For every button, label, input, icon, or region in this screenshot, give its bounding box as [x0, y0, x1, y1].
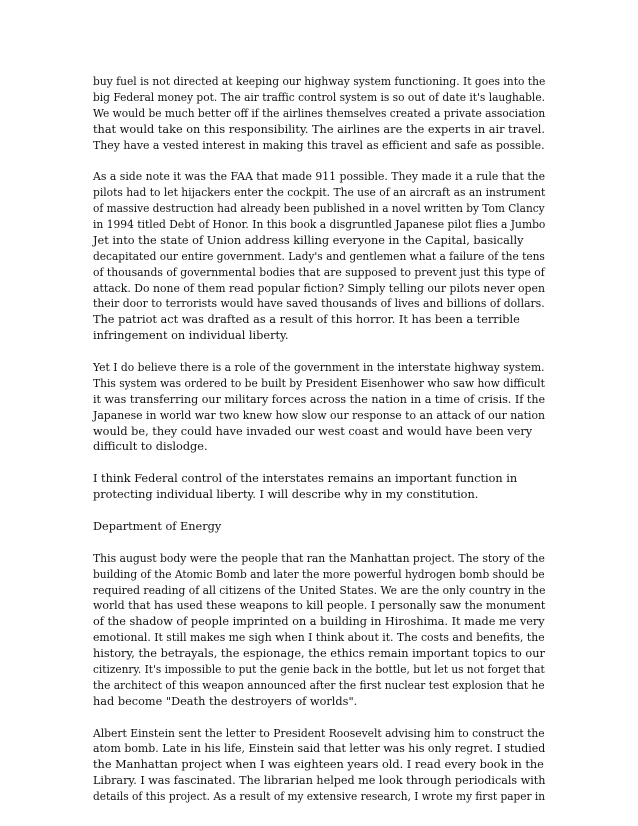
text-line: This system was ordered to be built by President Eisenhower who saw how difficult	[93, 376, 545, 390]
text-line: As a side note it was the FAA that made 911 possible. They made it a rule that the	[93, 170, 546, 184]
text-line: their door to terrorists would have saved thousands of lives and billions of dollars.	[93, 297, 545, 311]
section-heading: Department of Energy	[93, 519, 222, 533]
text-line: decapitated our entire government. Lady's and gentlemen what a failure of the tens	[93, 249, 545, 263]
text-line: Japanese in world war two knew how slow our response to an attack of our nation	[93, 408, 546, 422]
text-line: in 1994 titled Debt of Honor. In this book a disgruntled Japanese pilot flies a Jumbo	[93, 218, 546, 232]
text-line: infringement on individual liberty.	[93, 329, 289, 343]
text-line: We would be much better off if the airlines themselves created a private association	[93, 106, 546, 120]
text-line: The patriot act was drafted as a result of this horror. It has been a terrible	[93, 313, 520, 327]
text-line: that would take on this responsibility. The airlines are the experts in air travel.	[93, 122, 546, 136]
text-line: required reading of all citizens of the United States. We are the only country in the	[93, 583, 546, 597]
text-line: history, the betrayals, the espionage, the ethics remain important topics to our	[93, 647, 545, 661]
text-line: world that has used these weapons to kill people. I personally saw the monument	[93, 599, 546, 613]
text-line: it was transferring our military forces across the nation in a time of crisis. If the	[93, 392, 546, 406]
text-line: They have a vested interest in making this travel as efficient and safe as possible.	[93, 138, 545, 152]
text-line: atom bomb. Late in his life, Einstein said that letter was his only regret. I studied	[93, 742, 546, 756]
text-line: the Manhattan project when I was eighteen years old. I read every book in the	[93, 758, 544, 772]
paragraph-interstate-highway	[93, 360, 545, 455]
text-line: emotional. It still makes me sigh when I think about it. The costs and benefits, the	[93, 631, 545, 645]
text-line: the architect of this weapon announced after the first nuclear test explosion that he	[93, 678, 545, 692]
text-line: of thousands of governmental bodies that are supposed to prevent just this type of	[93, 265, 545, 279]
text-line: I think Federal control of the interstates remains an important function in	[93, 472, 518, 486]
text-line: details of this project. As a result of my extensive research, I wrote my first paper in	[93, 790, 546, 804]
text-line: Jet into the state of Union address killing everyone in the Capital, basically	[93, 233, 524, 247]
paragraph-faa-funding	[93, 74, 545, 153]
text-line: had become "Death the destroyers of worlds".	[93, 694, 358, 708]
text-line: attack. Do none of them read popular fiction? Simply telling our pilots never open	[93, 281, 545, 295]
paragraph-federal-control	[93, 471, 545, 503]
text-line: citizenry. It's impossible to put the genie back in the bottle, but let us not forget that	[93, 662, 545, 676]
document-page	[93, 74, 545, 805]
paragraph-manhattan-project	[93, 551, 545, 710]
text-line: would be, they could have invaded our west coast and would have been very	[93, 424, 533, 438]
text-line: Yet I do believe there is a role of the government in the interstate highway system.	[93, 361, 545, 375]
text-line: This august body were the people that ran the Manhattan project. The story of the	[93, 551, 545, 565]
text-line: Albert Einstein sent the letter to President Roosevelt advising him to construct the	[93, 726, 545, 740]
text-line: of massive destruction had already been published in a novel written by Tom Clancy	[93, 202, 545, 216]
text-line: Library. I was fascinated. The librarian helped me look through periodicals with	[93, 774, 546, 788]
paragraph-faa-911	[93, 169, 545, 344]
text-line: big Federal money pot. The air traffic control system is so out of date it's laughable.	[93, 90, 545, 104]
text-line: pilots had to let hijackers enter the cockpit. The use of an aircraft as an instrument	[93, 186, 546, 200]
section-heading-department-of-energy	[93, 519, 545, 535]
paragraph-einstein	[93, 726, 545, 805]
text-line: difficult to dislodge.	[93, 440, 208, 454]
text-line: protecting individual liberty. I will describe why in my constitution.	[93, 488, 479, 502]
text-line: building of the Atomic Bomb and later the more powerful hydrogen bomb should be	[93, 567, 545, 581]
text-line: buy fuel is not directed at keeping our highway system functioning. It goes into the	[93, 75, 546, 88]
text-line: of the shadow of people imprinted on a building in Hiroshima. It made me very	[93, 615, 545, 629]
